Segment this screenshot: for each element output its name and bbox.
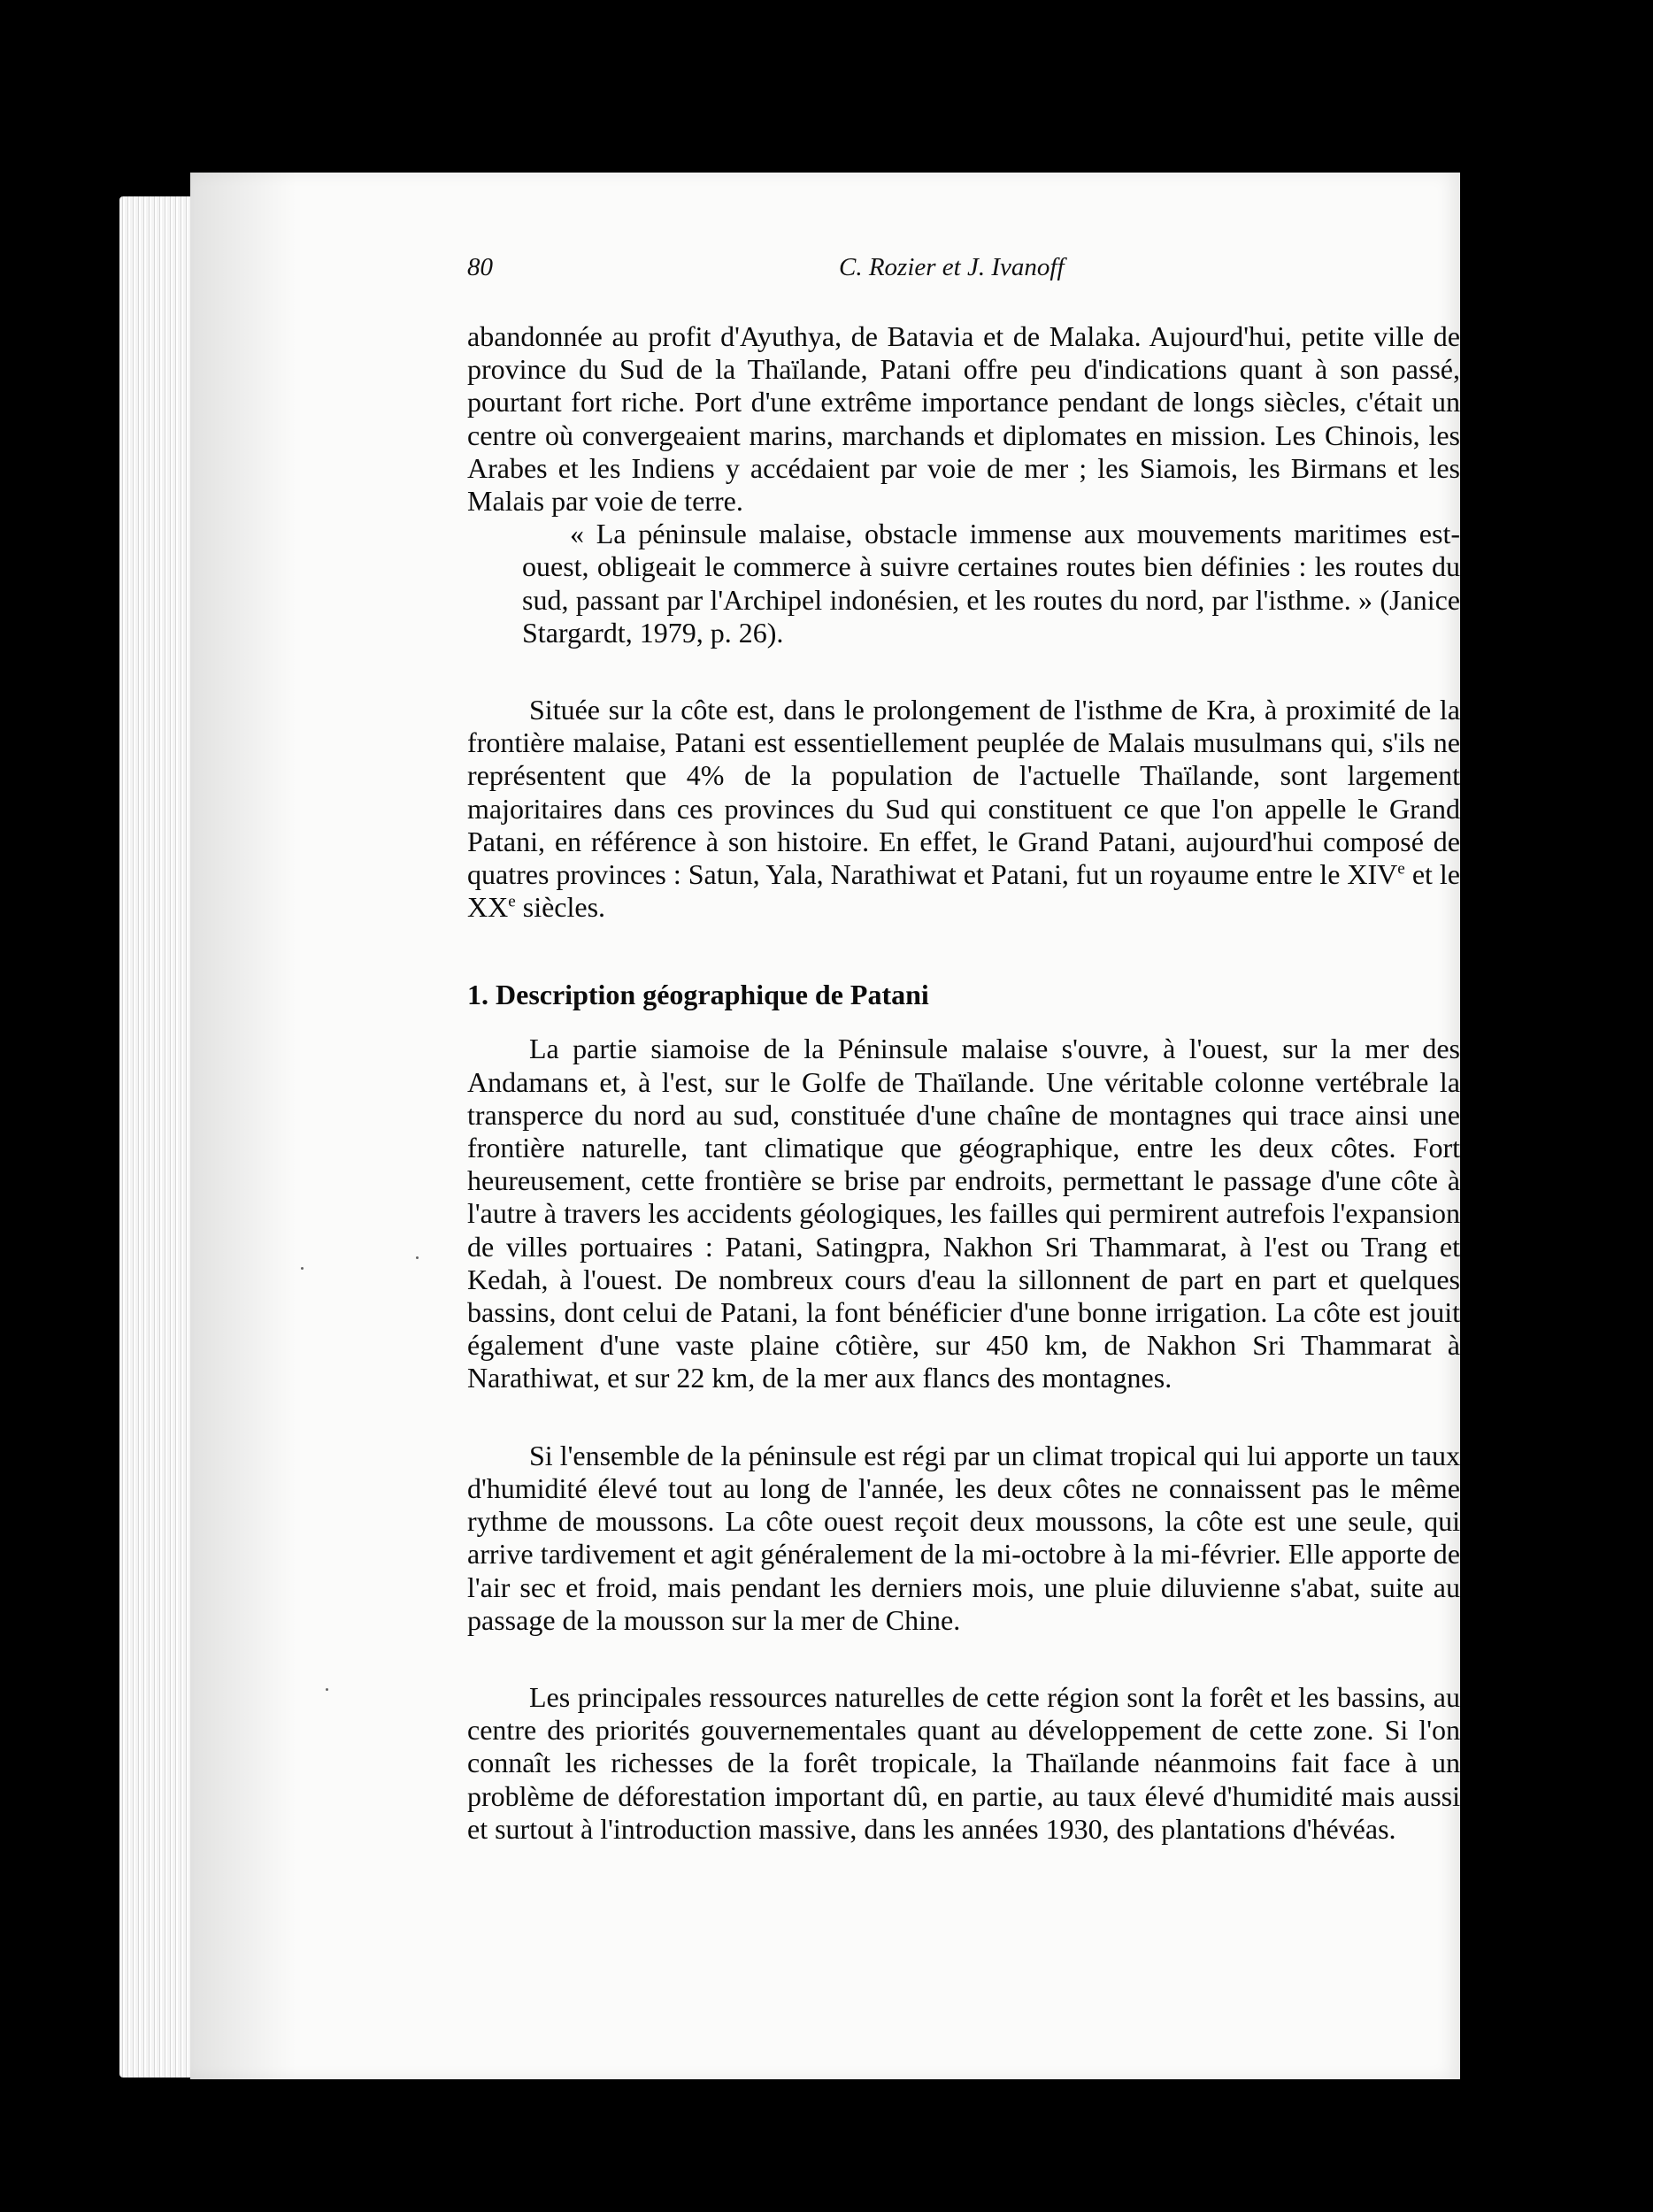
- paragraph-spacer: [467, 1395, 1460, 1440]
- scan-speck: [326, 1688, 328, 1691]
- block-quote: « La péninsule malaise, obstacle immense aux mouvements maritimes est-ouest, obligeait le commerce à suivre certaines routes bien définies : les routes du sud, passant par l'Archipel indonésien, et les routes du nord, par l'isthme. » (Janice Stargardt, 1979, p. 26).: [522, 518, 1460, 649]
- paragraph-geography: La partie siamoise de la Péninsule malaise s'ouvre, à l'ouest, sur la mer des Andamans et, à l'est, sur le Golfe de Thaïlande. Une véritable colonne vertébrale la transperce du nord au sud, constituée d'une chaîne de montagnes qui trace ainsi une frontière naturelle, tant climatique que géographique, entre les deux côtes. Fort heureusement, cette frontière se brise par endroits, permettant le passage d'une côte à l'autre à travers les accidents géologiques, les failles qui permirent autrefois l'expansion de villes portuaires : Patani, Satingpra, Nakhon Sri Thammarat, à l'est ou Trang et Kedah, à l'ouest. De nombreux cours d'eau la sillonnent de part en part et quelques bassins, dont celui de Patani, la font bénéficier d'une bonne irrigation. La côte est jouit également d'une vaste plaine côtière, sur 450 km, de Nakhon Sri Thammarat à Narathiwat, et sur 22 km, de la mer aux flancs des montagnes.: [467, 1033, 1460, 1394]
- body-text: [467, 320, 1460, 1846]
- heading-spacer: [467, 1011, 1460, 1033]
- running-head: [467, 253, 1467, 292]
- paragraph-spacer: [467, 1637, 1460, 1681]
- paragraph-text: siècles.: [515, 891, 606, 924]
- scan-speck: [301, 1267, 304, 1270]
- paragraph-resources: Les principales ressources naturelles de cette région sont la forêt et les bassins, au centre des priorités gouvernementales quant au développement de cette zone. Si l'on connaît les richesses de la forêt tropicale, la Thaïlande néanmoins fait face à un problème de déforestation important dû, en partie, au taux élevé d'humidité mais aussi et surtout à l'introduction massive, dans les années 1930, des plantations d'hévéas.: [467, 1680, 1460, 1845]
- running-head-authors: C. Rozier et J. Ivanoff: [839, 253, 1065, 281]
- paragraph-location: [467, 694, 1460, 924]
- section-spacer: [467, 924, 1460, 979]
- century-superscript: e: [508, 892, 516, 911]
- paragraph-continued: abandonnée au profit d'Ayuthya, de Batavia et de Malaka. Aujourd'hui, petite ville de province du Sud de la Thaïlande, Patani offre peu d'indications quant à son passé, pourtant fort riche. Port d'une extrême importance pendant de longs siècles, c'était un centre où convergeaient marins, marchands et diplomates en mission. Les Chinois, les Arabes et les Indiens y accédaient par voie de mer ; les Siamois, les Birmans et les Malais par voie de terre.: [467, 320, 1460, 518]
- page-number: 80: [467, 253, 493, 281]
- section-heading: 1. Description géographique de Patani: [467, 979, 929, 1011]
- paragraph-climate: Si l'ensemble de la péninsule est régi par un climat tropical qui lui apporte un taux d'humidité élevé tout au long de l'année, les deux côtes ne connaissent pas le même rythme de moussons. La côte ouest reçoit deux moussons, la côte est une seule, qui arrive tardivement et agit généralement de la mi-octobre à la mi-février. Elle apporte de l'air sec et froid, mais pendant les derniers mois, une pluie diluvienne s'abat, suite au passage de la mousson sur la mer de Chine.: [467, 1439, 1460, 1636]
- century-superscript: e: [1397, 859, 1405, 879]
- paragraph-spacer: [467, 649, 1460, 694]
- paragraph-text: Située sur la côte est, dans le prolongement de l'isthme de Kra, à proximité de la frontière malaise, Patani est essentiellement peuplée de Malais musulmans qui, s'ils ne représentent que 4% de la population de l'actuelle Thaïlande, sont largement majoritaires dans ces provinces du Sud qui constituent ce que l'on appelle le Grand Patani, en référence à son histoire. En effet, le Grand Patani, aujourd'hui composé de quatres provinces : Satun, Yala, Narathiwat et Patani, fut un royaume entre le XIV: [467, 694, 1460, 891]
- scan-speck: [416, 1256, 419, 1259]
- paragraph-text: et le XX: [467, 858, 1461, 924]
